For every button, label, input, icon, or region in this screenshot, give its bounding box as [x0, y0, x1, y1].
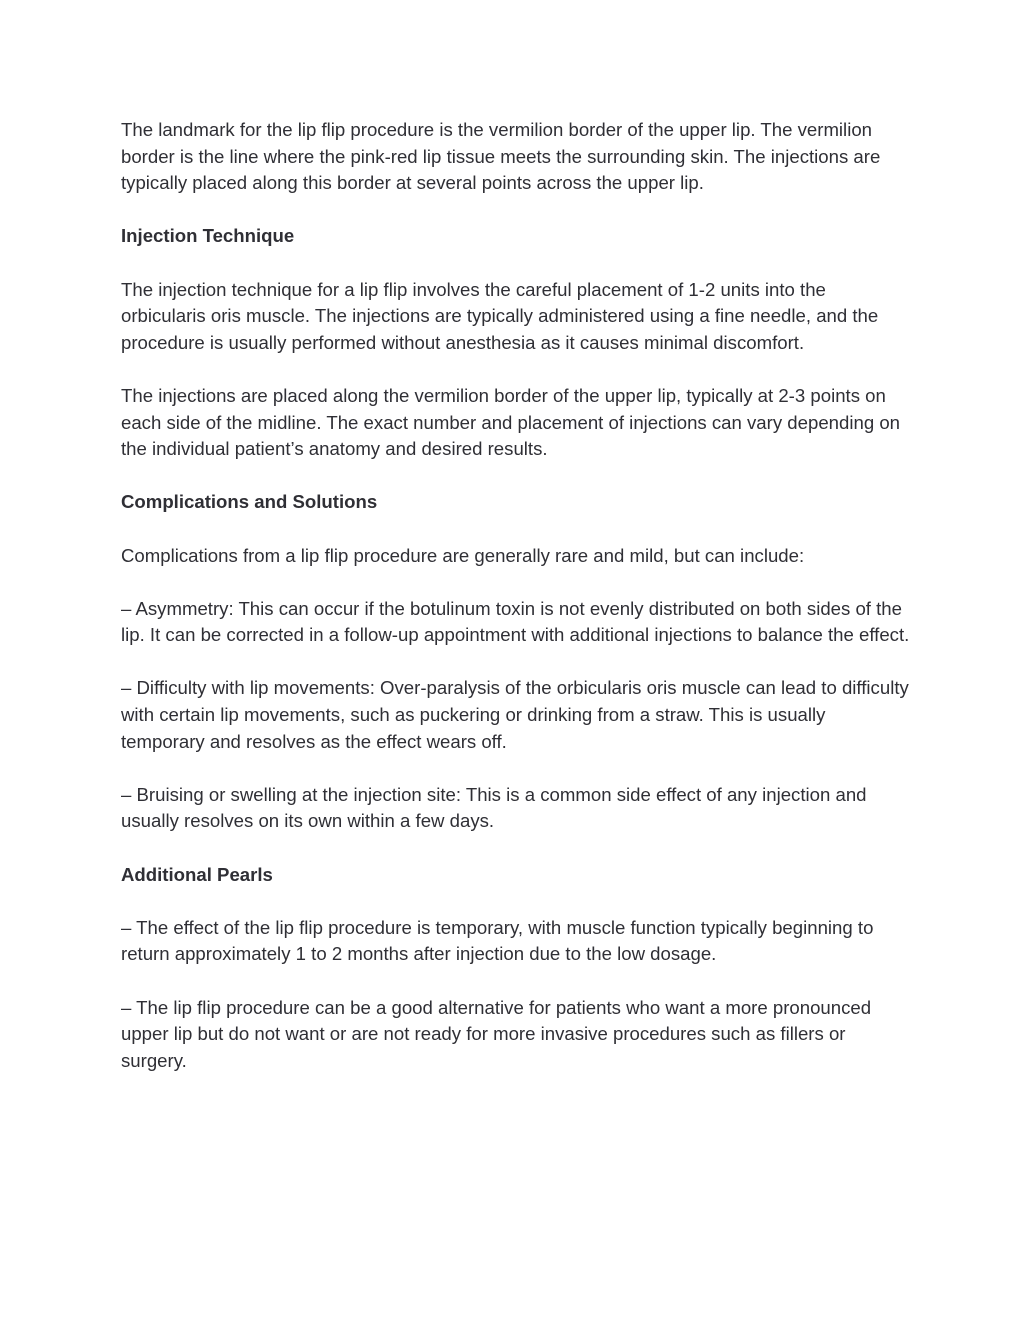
complications-intro-paragraph: Complications from a lip flip procedure are generally rare and mild, but can include: — [121, 544, 805, 566]
injection-technique-paragraph: The injection technique for a lip flip involves the careful placement of 1-2 units into the orbicularis oris muscle. The injections are typically administered using a fine needle, and the procedure is usually performed without anesthesia as it causes minimal discomfort. — [121, 278, 879, 353]
intro-paragraph: The landmark for the lip flip procedure is the vermilion border of the upper lip. The vermilion border is the line where the pink-red lip tissue meets the surrounding skin. The injections are typically placed along this border at several points across the upper lip. — [121, 119, 881, 194]
document-page — [121, 117, 911, 1101]
pearl-duration-item: – The effect of the lip flip procedure is temporary, with muscle function typically beginning to return approximately 1 to 2 months after injection due to the low dosage. — [121, 916, 874, 965]
section-heading-additional-pearls: Additional Pearls — [121, 863, 273, 885]
pearl-alternative-item: – The lip flip procedure can be a good alternative for patients who want a more pronounced upper lip but do not want or are not ready for more invasive procedures such as fillers or surgery. — [121, 996, 872, 1071]
section-heading-complications: Complications and Solutions — [121, 491, 378, 513]
complication-asymmetry-item: – Asymmetry: This can occur if the botulinum toxin is not evenly distributed on both sides of the lip. It can be corrected in a follow-up appointment with additional injections to balance the effect. — [121, 597, 910, 646]
section-heading-injection-technique: Injection Technique — [121, 225, 295, 247]
injection-placement-paragraph: The injections are placed along the vermilion border of the upper lip, typically at 2-3 points on each side of the midline. The exact number and placement of injections can vary depending on the individual patient’s anatomy and desired results. — [121, 384, 901, 460]
complication-bruising-item: – Bruising or swelling at the injection site: This is a common side effect of any injection and usually resolves on its own within a few days. — [121, 783, 867, 832]
complication-lip-movement-item: – Difficulty with lip movements: Over-paralysis of the orbicularis oris muscle can lead to difficulty with certain lip movements, such as puckering or drinking from a straw. This is usually temporary and resolves as the effect wears off. — [121, 677, 909, 752]
